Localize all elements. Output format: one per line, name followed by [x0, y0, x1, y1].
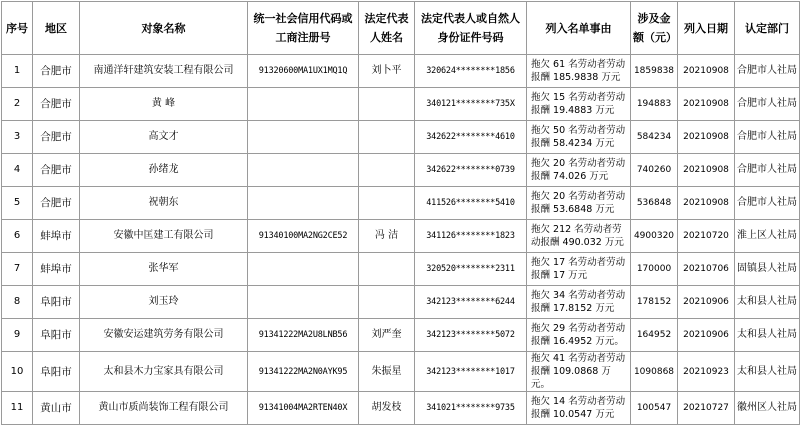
cell-credit-code: 91320600MA1UX1MQ1Q: [248, 55, 359, 88]
table-row: [2, 319, 800, 352]
header-legal-rep: 法定代表人姓名: [359, 2, 415, 55]
cell-dept: 合肥市人社局: [735, 154, 800, 187]
cell-region: 蚌埠市: [33, 220, 80, 253]
cell-date: 20210908: [678, 88, 735, 121]
cell-region: 阜阳市: [33, 286, 80, 319]
cell-legal-rep: [359, 88, 415, 121]
cell-region: 蚌埠市: [33, 253, 80, 286]
cell-credit-code: 91341222MA2N0AYK95: [248, 352, 359, 392]
cell-reason: 拖欠 17 名劳动者劳动报酬 17 万元: [527, 253, 631, 286]
cell-name: 黄山市质尚装饰工程有限公司: [80, 392, 248, 425]
cell-region: 合肥市: [33, 121, 80, 154]
table-row: [2, 253, 800, 286]
cell-index: 6: [2, 220, 33, 253]
cell-index: 2: [2, 88, 33, 121]
header-row: [2, 2, 800, 55]
cell-amount: 1859838: [631, 55, 678, 88]
header-name: 对象名称: [80, 2, 248, 55]
cell-dept: 太和县人社局: [735, 319, 800, 352]
cell-index: 7: [2, 253, 33, 286]
cell-dept: 固镇县人社局: [735, 253, 800, 286]
cell-index: 3: [2, 121, 33, 154]
cell-credit-code: [248, 253, 359, 286]
cell-id-number: 320624********1856: [415, 55, 527, 88]
blacklist-table: [1, 1, 800, 425]
cell-reason: 拖欠 20 名劳动者劳动报酬 53.6848 万元: [527, 187, 631, 220]
table-row: [2, 187, 800, 220]
cell-id-number: 341126********1823: [415, 220, 527, 253]
cell-name: 张华军: [80, 253, 248, 286]
cell-name: 南通洋轩建筑安装工程有限公司: [80, 55, 248, 88]
cell-legal-rep: [359, 253, 415, 286]
cell-date: 20210906: [678, 319, 735, 352]
cell-region: 合肥市: [33, 55, 80, 88]
table-row: [2, 392, 800, 425]
header-dept: 认定部门: [735, 2, 800, 55]
cell-reason: 拖欠 34 名劳动者劳动报酬 17.8152 万元: [527, 286, 631, 319]
cell-dept: 合肥市人社局: [735, 88, 800, 121]
cell-reason: 拖欠 212 名劳动者劳动报酬 490.032 万元: [527, 220, 631, 253]
cell-region: 黄山市: [33, 392, 80, 425]
cell-index: 4: [2, 154, 33, 187]
cell-dept: 合肥市人社局: [735, 55, 800, 88]
cell-region: 合肥市: [33, 88, 80, 121]
header-id-number: 法定代表人或自然人身份证件号码: [415, 2, 527, 55]
cell-index: 5: [2, 187, 33, 220]
cell-credit-code: 91341004MA2RTEN40X: [248, 392, 359, 425]
cell-date: 20210906: [678, 286, 735, 319]
cell-date: 20210908: [678, 55, 735, 88]
header-date: 列入日期: [678, 2, 735, 55]
cell-id-number: 340121********735X: [415, 88, 527, 121]
header-amount: 涉及金额（元）: [631, 2, 678, 55]
cell-amount: 100547: [631, 392, 678, 425]
cell-legal-rep: 刘卜平: [359, 55, 415, 88]
cell-date: 20210923: [678, 352, 735, 392]
cell-index: 1: [2, 55, 33, 88]
cell-id-number: 341021********9735: [415, 392, 527, 425]
cell-name: 黄 峰: [80, 88, 248, 121]
cell-id-number: 342123********5072: [415, 319, 527, 352]
table-body: [2, 55, 800, 425]
cell-reason: 拖欠 41 名劳动者劳动报酬 109.0868 万元。: [527, 352, 631, 392]
cell-legal-rep: [359, 286, 415, 319]
cell-legal-rep: 冯 洁: [359, 220, 415, 253]
cell-reason: 拖欠 50 名劳动者劳动报酬 58.4234 万元: [527, 121, 631, 154]
cell-credit-code: [248, 121, 359, 154]
cell-legal-rep: [359, 121, 415, 154]
cell-reason: 拖欠 61 名劳动者劳动报酬 185.9838 万元: [527, 55, 631, 88]
cell-name: 安徽安运建筑劳务有限公司: [80, 319, 248, 352]
cell-name: 孙绪龙: [80, 154, 248, 187]
cell-index: 10: [2, 352, 33, 392]
cell-legal-rep: [359, 154, 415, 187]
cell-amount: 584234: [631, 121, 678, 154]
header-credit-code: 统一社会信用代码或工商注册号: [248, 2, 359, 55]
cell-dept: 淮上区人社局: [735, 220, 800, 253]
cell-date: 20210720: [678, 220, 735, 253]
table-row: [2, 220, 800, 253]
cell-amount: 178152: [631, 286, 678, 319]
cell-region: 阜阳市: [33, 352, 80, 392]
cell-legal-rep: 朱振星: [359, 352, 415, 392]
cell-index: 11: [2, 392, 33, 425]
cell-credit-code: 91341222MA2U8LNB56: [248, 319, 359, 352]
cell-date: 20210908: [678, 187, 735, 220]
table-row: [2, 55, 800, 88]
cell-date: 20210908: [678, 121, 735, 154]
cell-amount: 536848: [631, 187, 678, 220]
cell-credit-code: [248, 88, 359, 121]
cell-dept: 太和县人社局: [735, 352, 800, 392]
cell-id-number: 342622********0739: [415, 154, 527, 187]
table-row: [2, 121, 800, 154]
cell-credit-code: [248, 154, 359, 187]
cell-name: 太和县木力宝家具有限公司: [80, 352, 248, 392]
cell-dept: 合肥市人社局: [735, 121, 800, 154]
cell-amount: 4900320: [631, 220, 678, 253]
table-row: [2, 352, 800, 392]
cell-amount: 740260: [631, 154, 678, 187]
cell-name: 安徽中匡建工有限公司: [80, 220, 248, 253]
header-reason: 列入名单事由: [527, 2, 631, 55]
cell-id-number: 342123********1017: [415, 352, 527, 392]
cell-amount: 1090868: [631, 352, 678, 392]
table-header: [2, 2, 800, 55]
cell-index: 9: [2, 319, 33, 352]
cell-date: 20210908: [678, 154, 735, 187]
cell-amount: 194883: [631, 88, 678, 121]
cell-dept: 合肥市人社局: [735, 187, 800, 220]
cell-name: 祝朝东: [80, 187, 248, 220]
cell-legal-rep: 刘严奎: [359, 319, 415, 352]
cell-id-number: 411526********5410: [415, 187, 527, 220]
cell-reason: 拖欠 29 名劳动者劳动报酬 16.4952 万元。: [527, 319, 631, 352]
cell-id-number: 320520********2311: [415, 253, 527, 286]
cell-date: 20210706: [678, 253, 735, 286]
cell-index: 8: [2, 286, 33, 319]
cell-credit-code: [248, 187, 359, 220]
cell-reason: 拖欠 20 名劳动者劳动报酬 74.026 万元: [527, 154, 631, 187]
table-row: [2, 286, 800, 319]
cell-dept: 太和县人社局: [735, 286, 800, 319]
table-row: [2, 88, 800, 121]
cell-id-number: 342622********4610: [415, 121, 527, 154]
cell-name: 高文才: [80, 121, 248, 154]
cell-legal-rep: [359, 187, 415, 220]
cell-reason: 拖欠 15 名劳动者劳动报酬 19.4883 万元: [527, 88, 631, 121]
cell-id-number: 342123********6244: [415, 286, 527, 319]
cell-region: 阜阳市: [33, 319, 80, 352]
header-index: 序号: [2, 2, 33, 55]
cell-legal-rep: 胡发枝: [359, 392, 415, 425]
table-row: [2, 154, 800, 187]
cell-reason: 拖欠 14 名劳动者劳动报酬 10.0547 万元: [527, 392, 631, 425]
cell-credit-code: 91340100MA2NG2CE52: [248, 220, 359, 253]
cell-amount: 170000: [631, 253, 678, 286]
cell-dept: 徽州区人社局: [735, 392, 800, 425]
cell-credit-code: [248, 286, 359, 319]
cell-region: 合肥市: [33, 154, 80, 187]
cell-date: 20210727: [678, 392, 735, 425]
cell-amount: 164952: [631, 319, 678, 352]
cell-region: 合肥市: [33, 187, 80, 220]
cell-name: 刘玉玲: [80, 286, 248, 319]
header-region: 地区: [33, 2, 80, 55]
